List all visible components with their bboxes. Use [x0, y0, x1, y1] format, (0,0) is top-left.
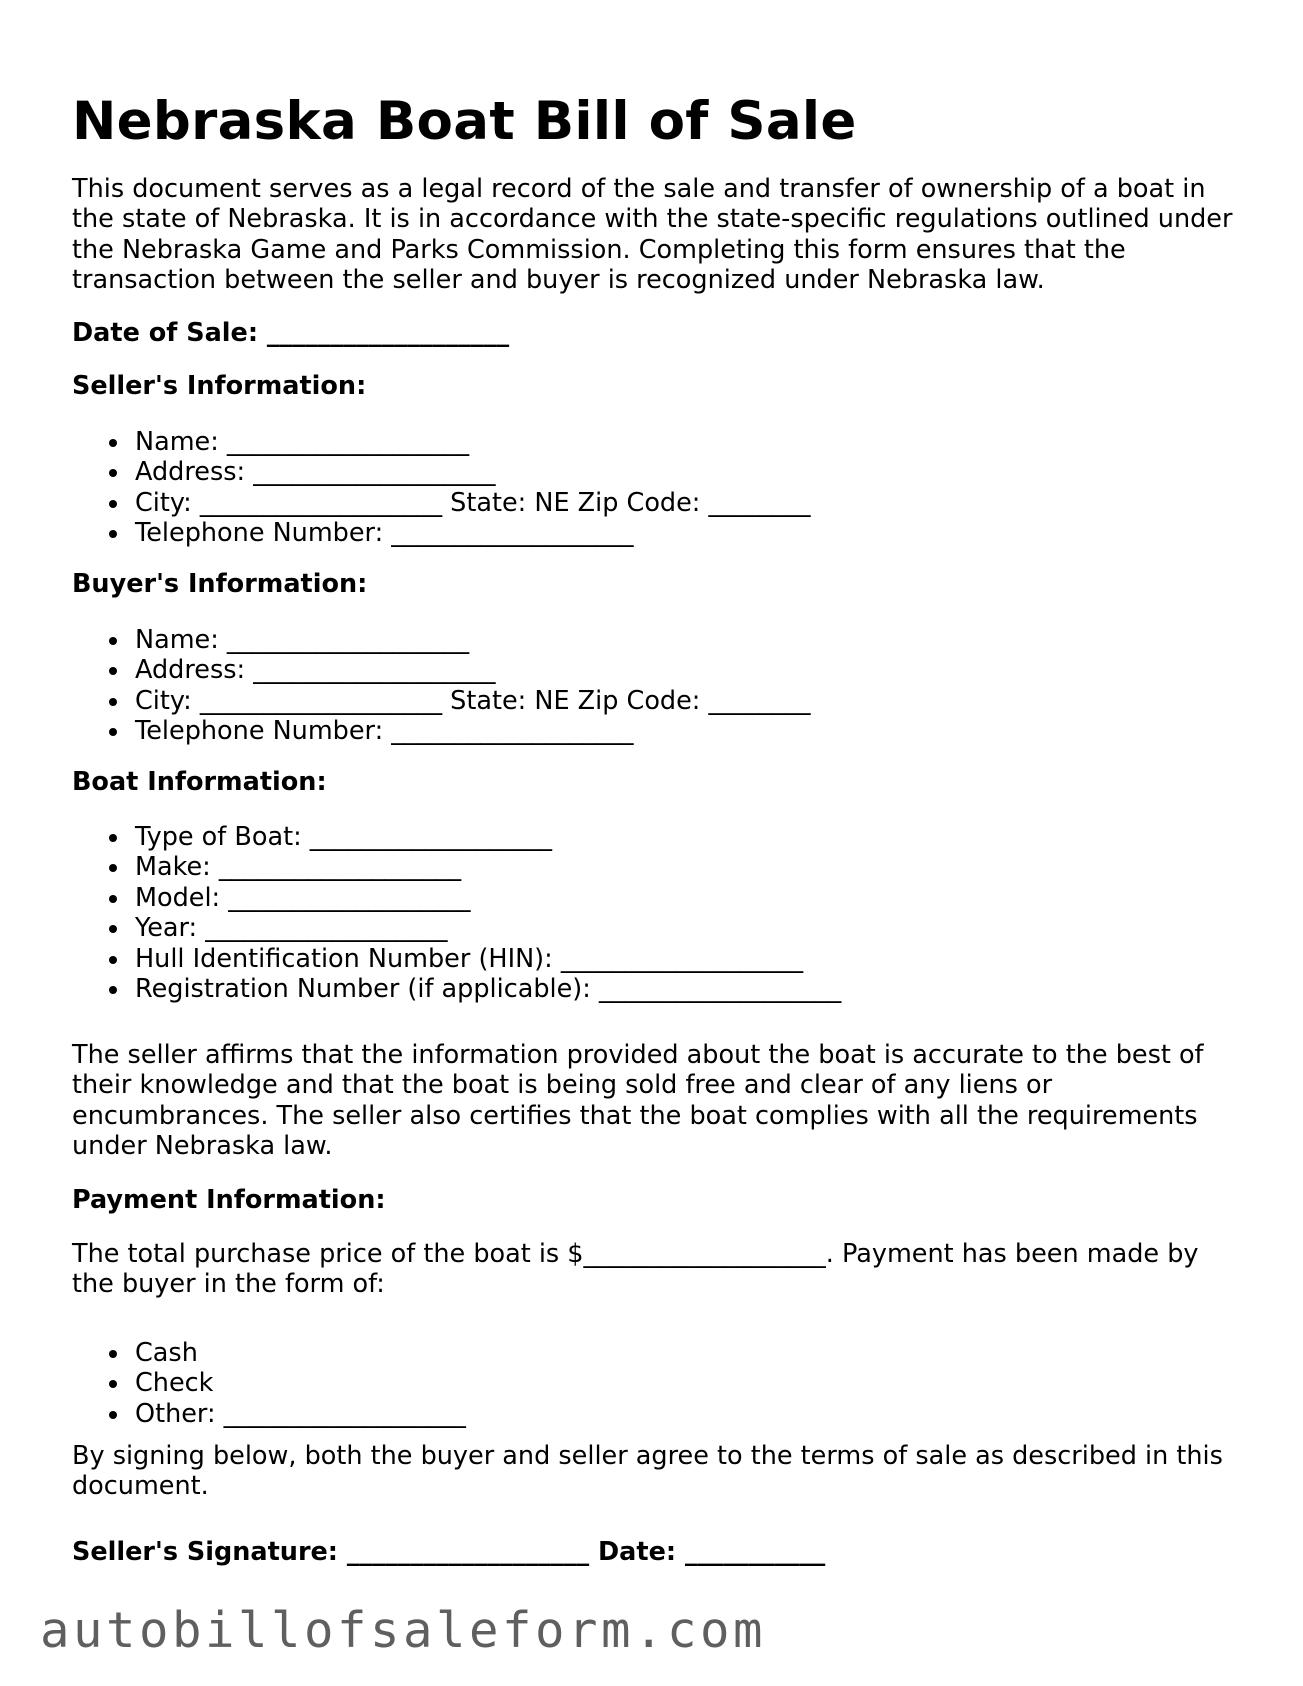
buyer-information-list — [72, 625, 811, 747]
boat-type-field[interactable]: Type of Boat: ___________________ — [72, 822, 841, 852]
seller-name-field[interactable]: Name: ___________________ — [72, 427, 811, 457]
payment-method-other-field[interactable]: Other: ___________________ — [72, 1399, 466, 1429]
payment-information-heading: Payment Information: — [72, 1185, 386, 1215]
payment-method-check[interactable]: Check — [72, 1368, 466, 1398]
buyer-address-field[interactable]: Address: ___________________ — [72, 655, 811, 685]
buyer-city-state-zip-field[interactable]: City: ___________________ State: NE Zip Code: ________ — [72, 686, 811, 716]
buyer-name-field[interactable]: Name: ___________________ — [72, 625, 811, 655]
seller-signature-field[interactable] — [72, 1537, 825, 1568]
seller-address-field[interactable]: Address: ___________________ — [72, 457, 811, 487]
boat-information-list — [72, 822, 841, 1004]
payment-method-cash[interactable]: Cash — [72, 1338, 466, 1368]
boat-registration-field[interactable]: Registration Number (if applicable): ___________________ — [72, 974, 841, 1004]
seller-signature-text: Seller's Signature: ___________________ Date: ___________ — [72, 1537, 826, 1567]
buyer-information-heading: Buyer's Information: — [72, 569, 368, 599]
boat-make-field[interactable]: Make: ___________________ — [72, 852, 841, 882]
payment-paragraph: The total purchase price of the boat is $___________________. Payment has been made by the buyer in the form of: — [72, 1239, 1199, 1300]
date-of-sale-field[interactable]: Date of Sale: ___________________ — [72, 318, 510, 348]
seller-telephone-field[interactable]: Telephone Number: ___________________ — [72, 518, 811, 548]
boat-model-field[interactable]: Model: ___________________ — [72, 883, 841, 913]
seller-information-list — [72, 427, 811, 549]
seller-city-state-zip-field[interactable]: City: ___________________ State: NE Zip Code: ________ — [72, 488, 811, 518]
agreement-paragraph: By signing below, both the buyer and seller agree to the terms of sale as described in this document. — [72, 1441, 1223, 1502]
boat-information-heading: Boat Information: — [72, 767, 327, 797]
site-watermark: autobillofsaleform.com — [40, 1602, 767, 1659]
seller-information-heading: Seller's Information: — [72, 371, 367, 401]
boat-hin-field[interactable]: Hull Identification Number (HIN): ___________________ — [72, 944, 841, 974]
intro-paragraph: This document serves as a legal record of the sale and transfer of ownership of a boat in the state of Nebraska. It is in accordance with the state-specific regulations outlined under the Nebraska Game and Parks Commission. Completing this form ensures that the transaction between the seller and buyer is recognized under Nebraska law. — [72, 174, 1233, 296]
buyer-telephone-field[interactable]: Telephone Number: ___________________ — [72, 716, 811, 746]
page-title: Nebraska Boat Bill of Sale — [72, 91, 857, 152]
payment-method-list — [72, 1338, 466, 1429]
boat-year-field[interactable]: Year: ___________________ — [72, 913, 841, 943]
seller-affirmation-paragraph: The seller affirms that the information provided about the boat is accurate to the best of their knowledge and that the boat is being sold free and clear of any liens or encumbrances. The seller also certifies that the boat complies with all the requirements under Nebraska law. — [72, 1040, 1204, 1162]
